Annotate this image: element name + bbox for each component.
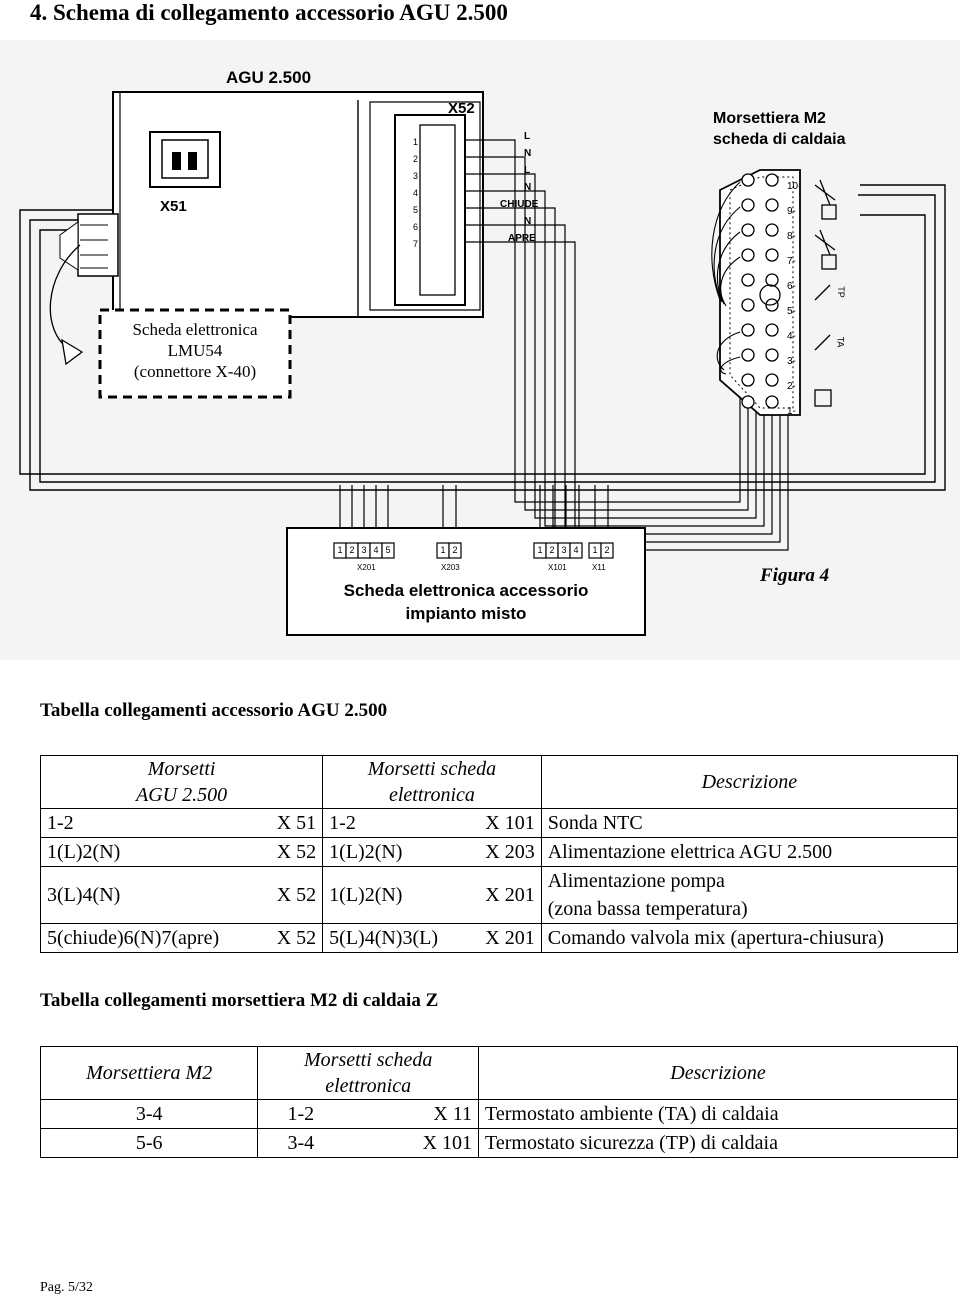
table-row bbox=[41, 867, 958, 924]
ta-tag: TA bbox=[835, 336, 846, 348]
wire-label: APRE bbox=[508, 233, 536, 244]
table-row bbox=[41, 1129, 958, 1158]
x201-name: X201 bbox=[357, 563, 376, 572]
pin: 5 bbox=[385, 545, 391, 555]
cell: 1(L)2(N) bbox=[323, 838, 468, 867]
table-row bbox=[41, 809, 958, 838]
table2-header bbox=[41, 1047, 958, 1100]
x52-pin: 2 bbox=[413, 154, 419, 164]
head-line: Morsetti scheda bbox=[367, 758, 497, 780]
accessory-board-label bbox=[287, 579, 645, 625]
cell: X 52 bbox=[261, 867, 323, 924]
cell: Alimentazione elettrica AGU 2.500 bbox=[541, 838, 957, 867]
table2-head-col3: Descrizione bbox=[479, 1047, 958, 1100]
morsettiera-m2 bbox=[712, 170, 836, 415]
cell: X 51 bbox=[261, 809, 323, 838]
page-number: Pag. 5/32 bbox=[40, 1280, 93, 1295]
table2-head-col1: Morsettiera M2 bbox=[41, 1047, 258, 1100]
lmu-line2: LMU54 bbox=[167, 341, 223, 360]
m2-title-line2: scheda di caldaia bbox=[713, 131, 846, 148]
x52-pin: 6 bbox=[413, 222, 419, 232]
x51-label: X51 bbox=[160, 198, 187, 215]
cell: X 101 bbox=[467, 809, 541, 838]
head-line: elettronica bbox=[325, 1075, 412, 1097]
pin: 1 bbox=[337, 545, 343, 555]
table1-head-col1 bbox=[41, 756, 323, 809]
pin: 2 bbox=[452, 545, 458, 555]
m2-number-list bbox=[787, 174, 801, 424]
head-line: AGU 2.500 bbox=[136, 784, 228, 806]
m2-number: 8- bbox=[787, 231, 796, 242]
cell: 1(L)2(N) bbox=[323, 867, 468, 924]
x52-pin-list bbox=[413, 134, 418, 253]
x52-pin: 4 bbox=[413, 188, 419, 198]
cell: X 52 bbox=[261, 838, 323, 867]
table1-title: Tabella collegamenti accessorio AGU 2.500 bbox=[40, 700, 388, 721]
x203-pins bbox=[437, 545, 461, 555]
pin: 1 bbox=[537, 545, 543, 555]
head-line: Morsetti bbox=[147, 758, 216, 780]
cell: 1(L)2(N) bbox=[41, 838, 261, 867]
pin: 3 bbox=[561, 545, 567, 555]
lmu-line1: Scheda elettronica bbox=[132, 320, 258, 339]
cell bbox=[541, 867, 957, 924]
m2-number: 3- bbox=[787, 356, 796, 367]
cell: 5(L)4(N)3(L) bbox=[323, 924, 468, 953]
wire-label: N bbox=[524, 216, 532, 227]
table2-title: Tabella collegamenti morsettiera M2 di caldaia Z bbox=[40, 990, 439, 1011]
tp-tag: TP bbox=[835, 286, 846, 298]
head-line: Morsetti scheda bbox=[304, 1049, 433, 1071]
pin: 2 bbox=[549, 545, 555, 555]
pin: 2 bbox=[604, 545, 610, 555]
m2-number: 1- bbox=[787, 406, 796, 417]
wiring-diagram bbox=[0, 40, 960, 660]
m2-number: 6- bbox=[787, 281, 796, 292]
acc-line1: Scheda elettronica accessorio bbox=[343, 581, 589, 600]
lmu-label bbox=[100, 319, 290, 382]
cell: Sonda NTC bbox=[541, 809, 957, 838]
table2-head-col2 bbox=[258, 1047, 479, 1100]
m2-title-line1: Morsettiera M2 bbox=[713, 110, 826, 127]
cell: X 201 bbox=[467, 867, 541, 924]
wire-label-list bbox=[500, 128, 538, 247]
x203-name: X203 bbox=[441, 563, 460, 572]
m2-number: 2- bbox=[787, 381, 796, 392]
x52-pin: 3 bbox=[413, 171, 419, 181]
head-line: elettronica bbox=[388, 784, 475, 806]
cell: X 52 bbox=[261, 924, 323, 953]
m2-number: 4- bbox=[787, 331, 796, 342]
pin: 4 bbox=[373, 545, 379, 555]
pin: 3 bbox=[361, 545, 367, 555]
pin: 4 bbox=[573, 545, 579, 555]
x101-pins bbox=[534, 545, 582, 555]
desc-line: Alimentazione pompa bbox=[547, 870, 725, 892]
cell: 5(chiude)6(N)7(apre) bbox=[41, 924, 261, 953]
wire-label: L bbox=[524, 165, 531, 176]
cell: X 11 bbox=[343, 1100, 478, 1129]
cell: X 203 bbox=[467, 838, 541, 867]
table1-head-col3: Descrizione bbox=[541, 756, 957, 809]
table1-header bbox=[41, 756, 958, 809]
wire-label: L bbox=[524, 131, 531, 142]
page-title: 4. Schema di collegamento accessorio AGU 2.500 bbox=[30, 0, 508, 25]
table-row bbox=[41, 838, 958, 867]
cell: 3-4 bbox=[41, 1100, 258, 1129]
lmu-side-connector bbox=[60, 214, 118, 276]
cell: 3-4 bbox=[258, 1129, 344, 1158]
x52-pin: 7 bbox=[413, 239, 419, 249]
x52-pin: 5 bbox=[413, 205, 419, 215]
cell: Termostato ambiente (TA) di caldaia bbox=[479, 1100, 958, 1129]
m2-number: 9- bbox=[787, 206, 796, 217]
x52-pin: 1 bbox=[413, 137, 419, 147]
m2-number: 7- bbox=[787, 256, 796, 267]
cell: X 201 bbox=[467, 924, 541, 953]
pin: 1 bbox=[592, 545, 598, 555]
table1-head-col2 bbox=[323, 756, 542, 809]
cell: X 101 bbox=[343, 1129, 478, 1158]
wire-label: N bbox=[524, 182, 532, 193]
desc-line: (zona bassa temperatura) bbox=[547, 898, 748, 920]
cell: Comando valvola mix (apertura-chiusura) bbox=[541, 924, 957, 953]
cell: 5-6 bbox=[41, 1129, 258, 1158]
table-row bbox=[41, 924, 958, 953]
table1 bbox=[40, 755, 958, 953]
m2-number: 10- bbox=[787, 181, 802, 192]
x101-name: X101 bbox=[548, 563, 567, 572]
pin: 1 bbox=[440, 545, 446, 555]
m2-title bbox=[713, 108, 846, 150]
table2 bbox=[40, 1046, 958, 1158]
cell: Termostato sicurezza (TP) di caldaia bbox=[479, 1129, 958, 1158]
cell: 1-2 bbox=[323, 809, 468, 838]
m2-number: 5- bbox=[787, 306, 796, 317]
x201-pins bbox=[334, 545, 394, 555]
wire-label: N bbox=[524, 148, 532, 159]
lmu-line3: (connettore X-40) bbox=[133, 362, 257, 381]
figure-label: Figura 4 bbox=[760, 565, 830, 586]
table-row bbox=[41, 1100, 958, 1129]
x11-pins bbox=[589, 545, 613, 555]
pin: 2 bbox=[349, 545, 355, 555]
x52-label: X52 bbox=[448, 100, 475, 117]
acc-line2: impianto misto bbox=[405, 604, 527, 623]
cell: 1-2 bbox=[41, 809, 261, 838]
cell: 1-2 bbox=[258, 1100, 344, 1129]
agu-label: AGU 2.500 bbox=[226, 68, 312, 87]
x11-name: X11 bbox=[592, 563, 606, 572]
wire-label: CHIUDE bbox=[500, 199, 539, 210]
cell: 3(L)4(N) bbox=[41, 867, 261, 924]
